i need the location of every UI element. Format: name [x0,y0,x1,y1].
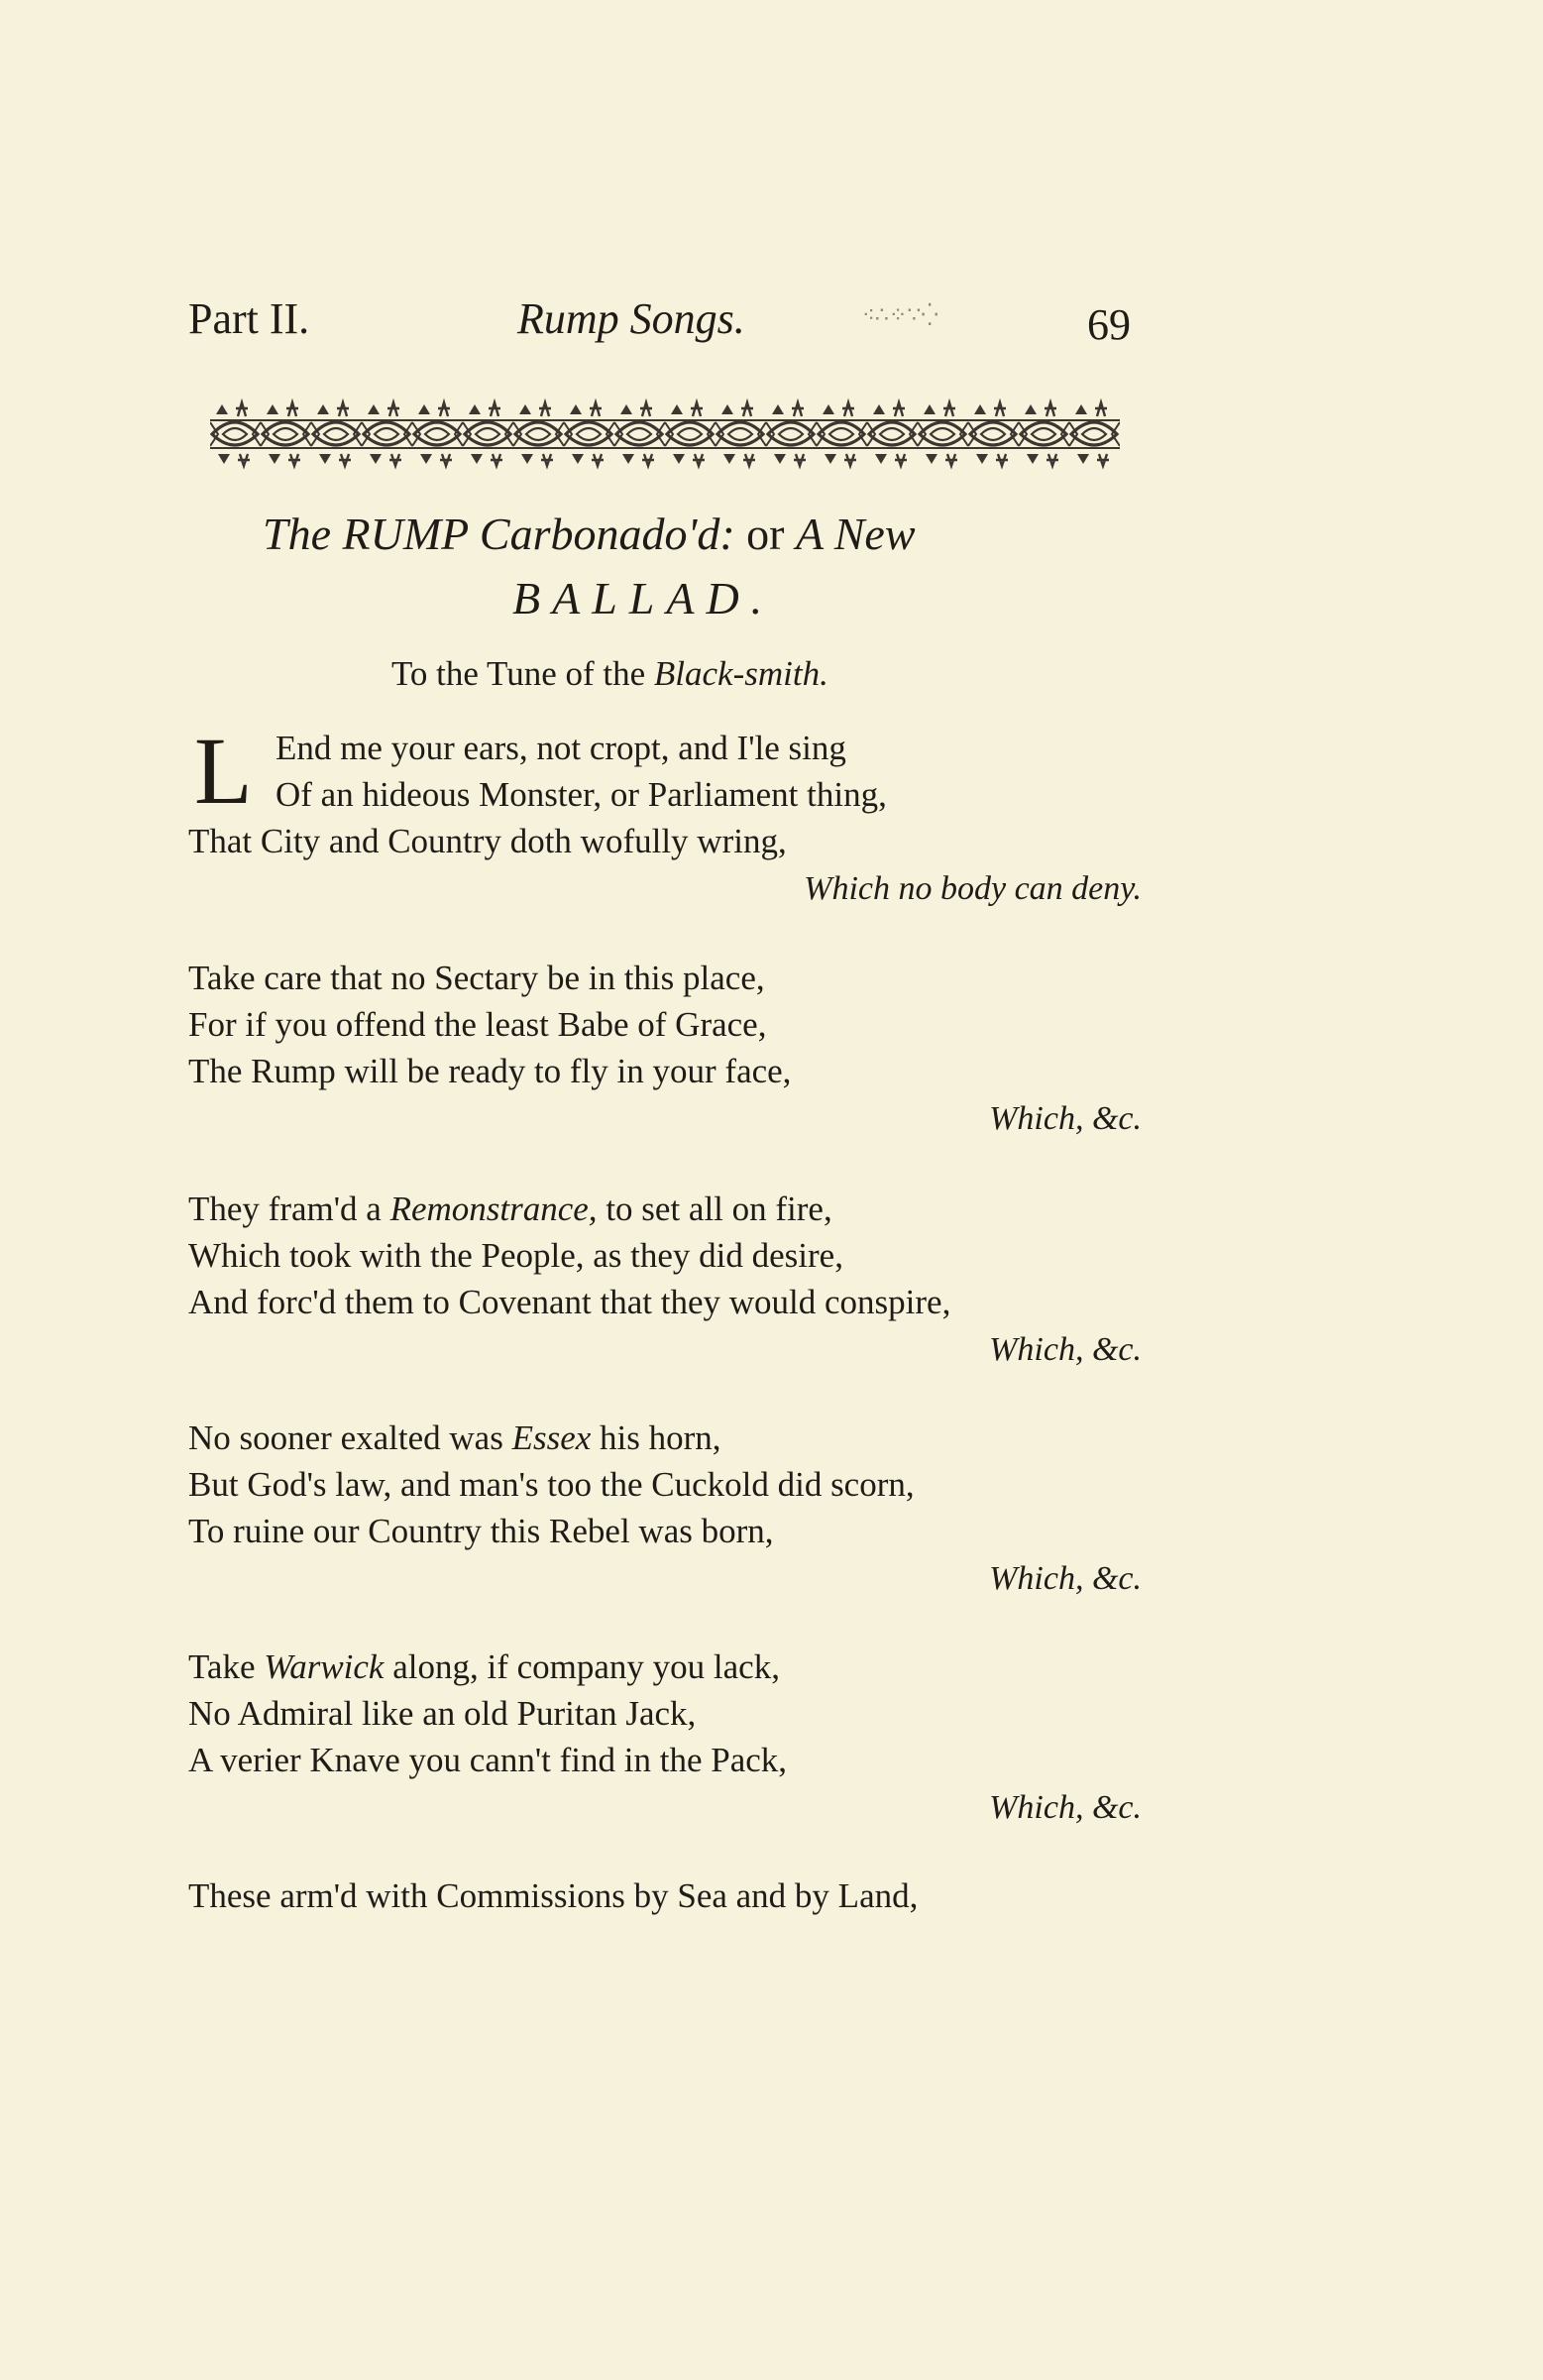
stanza-5-line-1-b: Warwick [264,1647,385,1686]
stanza-3-line-1 [188,1190,832,1229]
ballad-title-or: or [746,509,785,559]
stanza-5-line-1 [188,1647,780,1687]
stanza-5-line-2: No Admiral like an old Puritan Jack, [188,1694,697,1733]
stanza-4-line-2: But God's law, and man's too the Cuckold did scorn, [188,1465,915,1504]
stanza-5-line-1-a: Take [188,1647,256,1686]
stanza-2-line-2: For if you offend the least Babe of Grace, [188,1005,767,1044]
page-number: 69 [1087,300,1131,349]
ballad-title-italic: The RUMP Carbonado'd: [263,509,735,559]
stanza-5-line-3: A verier Knave you cann't find in the Pack, [188,1741,788,1779]
stanza-3-line-1-a: They fram'd a [188,1190,382,1228]
decorative-ornament-band [210,398,1120,470]
stanza-4-line-1 [188,1418,721,1458]
drop-cap: L [194,718,253,824]
stanza-2-line-1: Take care that no Sectary be in this place, [188,959,765,997]
stanza-5-line-1-c: along, if company you lack, [392,1647,780,1686]
tune-name: Black-smith. [653,654,828,693]
stanza-6-line-1: These arm'd with Commissions by Sea and by Land, [188,1876,919,1915]
stanza-4-refrain: Which, &c. [989,1560,1142,1597]
stanza-5-refrain: Which, &c. [989,1789,1142,1826]
stanza-3-refrain: Which, &c. [989,1331,1142,1368]
stanza-3-line-1-c: to set all on fire, [606,1190,832,1228]
stanza-3-line-2: Which took with the People, as they did desire, [188,1236,843,1275]
tune-line [391,654,828,694]
ballad-title-line-2: BALLAD. [512,573,775,623]
stanza-2-line-3: The Rump will be ready to fly in your face, [188,1052,792,1090]
ballad-title-line-1 [263,508,916,560]
stanza-4-line-1-b: Essex [511,1418,592,1457]
stanza-2-refrain: Which, &c. [989,1100,1142,1137]
stanza-4-line-1-c: his horn, [600,1418,721,1457]
tune-prefix: To the Tune of the [391,654,646,693]
stanza-3-line-3: And forc'd them to Covenant that they would conspire, [188,1283,951,1321]
stanza-1-line-1: End me your ears, not cropt, and I'le sing [276,729,846,767]
stanza-1-refrain: Which no body can deny. [804,870,1142,907]
stanza-1-line-2: Of an hideous Monster, or Parliament thing, [276,775,887,814]
stanza-1-line-3: That City and Country doth wofully wring, [188,822,787,860]
stanza-4-line-1-a: No sooner exalted was [188,1418,503,1457]
running-title: Rump Songs. [517,294,745,343]
part-label: Part II. [188,294,310,343]
stanza-3-line-1-b: Remonstrance, [389,1190,598,1228]
stanza-4-line-3: To ruine our Country this Rebel was born, [188,1512,774,1550]
ballad-title-new: A New [795,509,916,559]
ink-smudge: ⁖∴⁘∵⁛ [862,302,938,327]
